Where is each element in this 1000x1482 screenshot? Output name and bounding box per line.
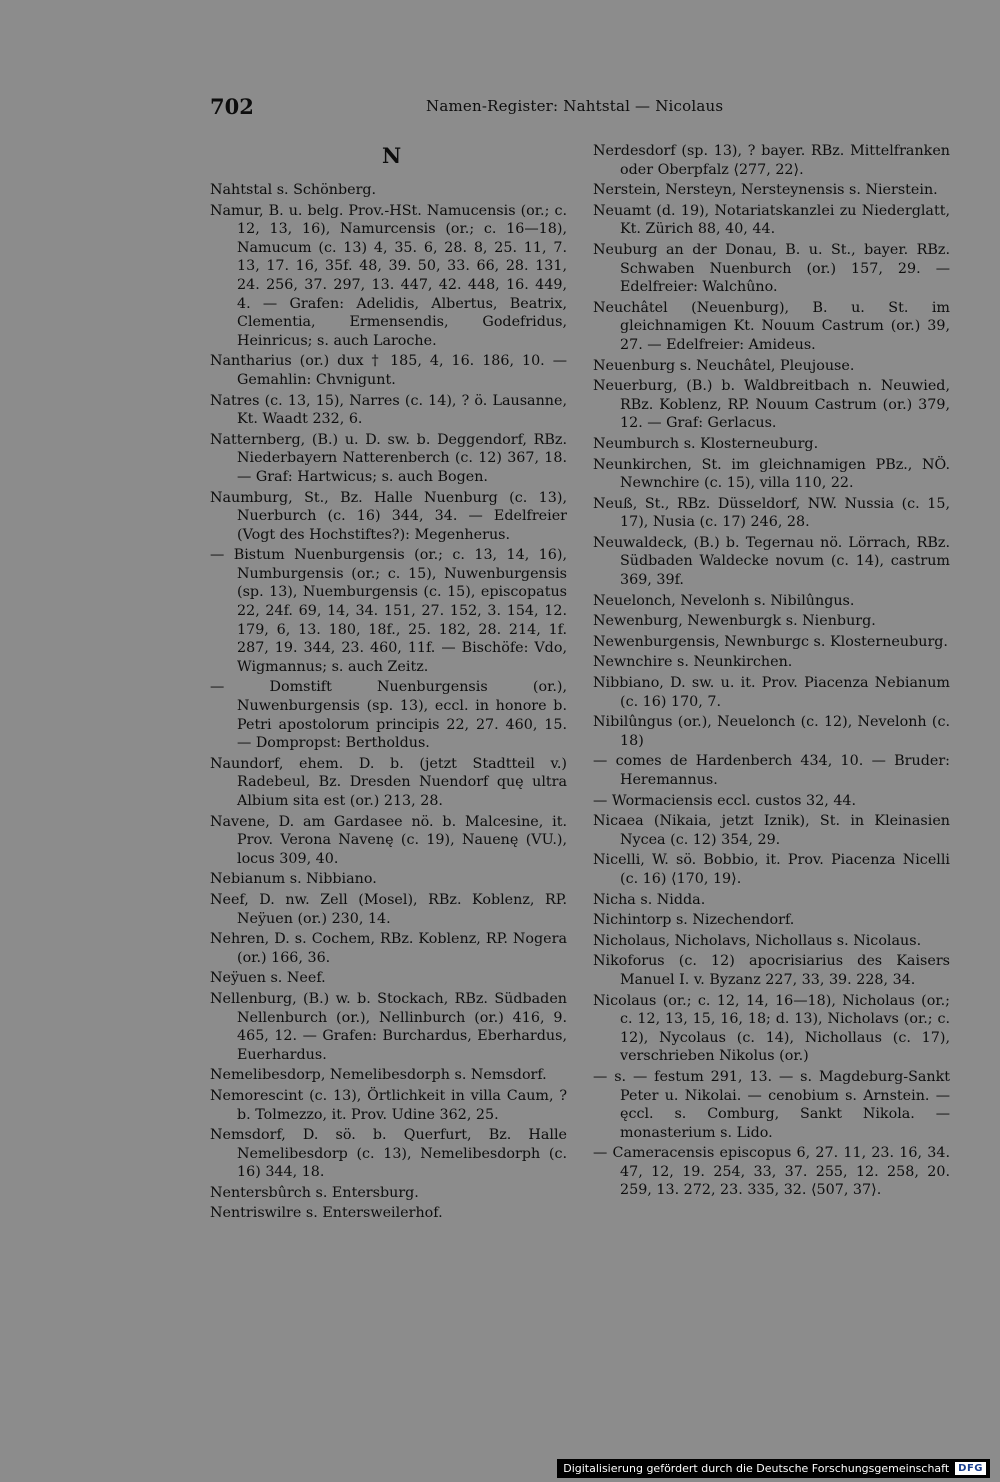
right-column: [593, 142, 950, 1202]
index-entry: Nemorescint (c. 13), Örtlichkeit in villa Caum, ? b. Tolmezzo, it. Prov. Udine 362, 25.: [210, 1087, 567, 1123]
index-entry: Newenburgensis, Newnburgc s. Klosterneuburg.: [593, 633, 948, 650]
dfg-footer: [557, 1459, 990, 1478]
index-entry: Nerstein, Nersteyn, Nersteynensis s. Nierstein.: [593, 182, 938, 199]
running-head: Namen-Register: Nahtstal — Nicolaus: [426, 97, 724, 115]
index-entry: Neuenburg s. Neuchâtel, Pleujouse.: [593, 357, 855, 374]
index-entry: Neunkirchen, St. im gleichnamigen PBz., NÖ. Newnchire (c. 15), villa 110, 22.: [593, 456, 950, 492]
index-entry: Neuamt (d. 19), Notariatskanzlei zu Niederglatt, Kt. Zürich 88, 40, 44.: [593, 202, 950, 238]
index-entry: Neuerburg, (B.) b. Waldbreitbach n. Neuwied, RBz. Koblenz, RP. Nouum Castrum (or.) 379, 12. — Graf: Gerlacus.: [593, 378, 950, 432]
section-letter: N: [382, 143, 402, 168]
index-entry: Neef, D. nw. Zell (Mosel), RBz. Koblenz, RP. Neÿuen (or.) 230, 14.: [210, 891, 567, 927]
index-entry: Naundorf, ehem. D. b. (jetzt Stadtteil v.) Radebeul, Bz. Dresden Nuendorf quę ultra Albium sita est (or.) 213, 28.: [210, 755, 567, 809]
index-entry: Neumburch s. Klosterneuburg.: [593, 435, 819, 452]
left-column: [210, 181, 567, 1225]
index-entry: Neuwaldeck, (B.) b. Tegernau nö. Lörrach, RBz. Südbaden Waldecke novum (c. 14), castrum 369, 39f.: [593, 534, 950, 589]
index-entry: Nellenburg, (B.) w. b. Stockach, RBz. Südbaden Nellenburch (or.), Nellinburch (or.) 416, 9. 465, 12. — Grafen: Burchardus, Eberhardus, Euerhardus.: [210, 990, 567, 1063]
index-entry: Nicolaus (or.; c. 12, 14, 16—18), Nicholaus (or.; c. 12, 13, 15, 16, 18; d. 13), Nicholavs (or.; c. 12), Nycolaus (c. 14), Nichollaus (c. 17), verschrieben Nikolus (or.): [593, 992, 950, 1065]
index-entry: Nicelli, W. sö. Bobbio, it. Prov. Piacenza Nicelli (c. 16) ⟨170, 19⟩.: [593, 852, 950, 887]
index-entry: Nentriswilre s. Entersweilerhof.: [210, 1205, 443, 1222]
index-entry: Nentersbûrch s. Entersburg.: [210, 1184, 419, 1201]
index-entry: — Wormaciensis eccl. custos 32, 44.: [593, 792, 857, 809]
index-entry: Neuß, St., RBz. Düsseldorf, NW. Nussia (c. 15, 17), Nusia (c. 17) 246, 28.: [593, 495, 950, 531]
index-entry: Nantharius (or.) dux † 185, 4, 16. 186, 10. — Gemahlin: Chvnigunt.: [210, 353, 567, 388]
index-entry: Nicaea (Nikaia, jetzt Iznik), St. in Kleinasien Nycea (c. 12) 354, 29.: [593, 813, 950, 848]
index-entry: Neÿuen s. Neef.: [210, 970, 326, 987]
index-entry: Neuburg an der Donau, B. u. St., bayer. RBz. Schwaben Nuenburch (or.) 157, 29. — Edelfreier: Walchûno.: [593, 241, 950, 296]
index-entry: Nebianum s. Nibbiano.: [210, 871, 377, 888]
index-entry: Newnchire s. Neunkirchen.: [593, 654, 793, 671]
index-entry: Nibbiano, D. sw. u. it. Prov. Piacenza Nebianum (c. 16) 170, 7.: [593, 675, 950, 710]
index-entry: Nicholaus, Nicholavs, Nichollaus s. Nicolaus.: [593, 932, 922, 949]
index-entry: — Cameracensis episcopus 6, 27. 11, 23. 16, 34. 47, 12, 19. 254, 33, 37. 255, 12. 258, 20. 259, 13. 272, 23. 335, 32. ⟨507, 37⟩.: [593, 1145, 950, 1199]
index-entry: — Bistum Nuenburgensis (or.; c. 13, 14, 16), Numburgensis (or.; c. 15), Nuwenburgensis (sp. 13), Nuemburgensis (c. 15), episcopatus 22, 24f. 69, 14, 34. 151, 27. 152, 3. 154, 12. 179, 6, 13. 180, 18f., 25. 182, 28. 214, 1f. 287, 19. 344, 23. 460, 11f. — Bischöfe: Vdo, Wigmannus; s. auch Zeitz.: [210, 547, 567, 675]
index-entry: Newenburg, Newenburgk s. Nienburg.: [593, 613, 876, 630]
index-entry: Neuelonch, Nevelonh s. Nibilûngus.: [593, 592, 855, 609]
index-entry: Naumburg, St., Bz. Halle Nuenburg (c. 13), Nuerburch (c. 16) 344, 34. — Edelfreier (Vogt des Hochstiftes?): Megenherus.: [210, 489, 567, 543]
index-entry: Nibilûngus (or.), Neuelonch (c. 12), Nevelonh (c. 18): [593, 714, 950, 749]
index-entry: Neuchâtel (Neuenburg), B. u. St. im gleichnamigen Kt. Nouum Castrum (or.) 39, 27. — Edelfreier: Amideus.: [593, 299, 950, 353]
index-entry: Natternberg, (B.) u. D. sw. b. Deggendorf, RBz. Niederbayern Natterenberch (c. 12) 367, 18. — Graf: Hartwicus; s. auch Bogen.: [210, 431, 567, 485]
index-entry: Natres (c. 13, 15), Narres (c. 14), ? ö. Lausanne, Kt. Waadt 232, 6.: [210, 392, 567, 428]
page-number: 702: [210, 94, 254, 119]
index-entry: Nahtstal s. Schönberg.: [210, 182, 377, 198]
index-entry: Namur, B. u. belg. Prov.-HSt. Namucensis (or.; c. 12, 13, 16), Namurcensis (or.; c. 16—18), Namucum (c. 13) 4, 35. 6, 28. 8, 25. 11, 7. 13, 17. 16, 35f. 48, 39. 50, 33. 66, 28. 131, 24. 256, 37. 297, 13. 447, 42. 448, 16. 449, 4. — Grafen: Adelidis, Albertus, Beatrix, Clementia, Ermensendis, Godefridus, Heinricus; s. auch Laroche.: [210, 202, 567, 349]
index-entry: Nehren, D. s. Cochem, RBz. Koblenz, RP. Nogera (or.) 166, 36.: [210, 931, 567, 966]
index-entry: Navene, D. am Gardasee nö. b. Malcesine, it. Prov. Verona Navenę (c. 19), Nauenę (VU.), locus 309, 40.: [210, 813, 567, 867]
index-entry: Nemsdorf, D. sö. b. Querfurt, Bz. Halle Nemelibesdorp (c. 13), Nemelibesdorph (c. 16) 344, 18.: [210, 1127, 567, 1181]
index-entry: Nicha s. Nidda.: [593, 891, 706, 908]
index-entry: — Domstift Nuenburgensis (or.), Nuwenburgensis (sp. 13), eccl. in honore b. Petri apostolorum principis 22, 27. 460, 15. — Dompropst: Bertholdus.: [210, 679, 567, 752]
index-entry: Nerdesdorf (sp. 13), ? bayer. RBz. Mittelfranken oder Oberpfalz ⟨277, 22⟩.: [593, 143, 950, 178]
index-entry: — comes de Hardenberch 434, 10. — Bruder: Heremannus.: [593, 753, 950, 788]
index-entry: Nichintorp s. Nizechendorf.: [593, 912, 795, 929]
footer-credit: Digitalisierung gefördert durch die Deutsche Forschungsgemeinschaft: [563, 1462, 950, 1475]
index-entry: — s. — festum 291, 13. — s. Magdeburg-Sankt Peter u. Nikolai. — cenobium s. Arnstein. — ęccl. s. Comburg, Sankt Nikola. — monasterium s. Lido.: [593, 1068, 950, 1141]
index-entry: Nikoforus (c. 12) apocrisiarius des Kaisers Manuel I. v. Byzanz 227, 33, 39. 228, 34.: [593, 953, 950, 988]
dfg-logo: DFG: [955, 1462, 986, 1475]
index-entry: Nemelibesdorp, Nemelibesdorph s. Nemsdorf.: [210, 1067, 547, 1084]
